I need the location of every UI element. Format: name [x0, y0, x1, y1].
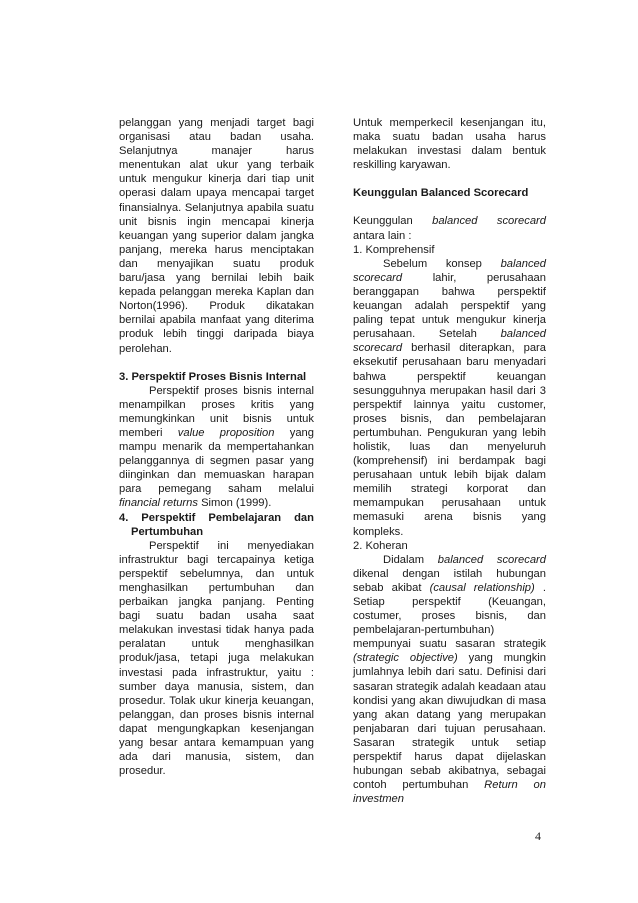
list-item: 1. Komprehensif: [353, 243, 435, 256]
section-heading-3: 3. Perspektif Proses Bisnis Internal: [119, 370, 307, 383]
section-title: Keunggulan Balanced Scorecard: [353, 187, 529, 200]
paragraph: Didalam balanced scorecard dikenal dengan istilah hubungan sebab akibat (causal relationship) . Setiap perspektif (Keuangan, costumer, proses bisnis, dan pembelajaran-pertumbuhan) mempunyai suatu sasaran strategik (strategic objective) yang mungkin jumlahnya lebih dari satu. Definisi dari sasaran strategik adalah keadaan atau kondisi yang akan diwujudkan di masa yang akan datang yang merupakan penjabaran dari tujuan perusahaan. Sasaran strategik untuk setiap perspektif harus dapat dijelaskan hubungan sebab akibatnya, sebagai contoh pertumbuhan Return on investmen: [353, 553, 547, 806]
paragraph: Untuk memperkecil kesenjangan itu, maka suatu badan usaha harus melakukan investasi dalam bentuk reskilling karyawan.: [353, 117, 546, 172]
paragraph: pelanggan yang menjadi target bagi organisasi atau badan usaha. Selanjutnya manajer harus menentukan alat ukur yang terbaik untuk mengukur kinerja dari tiap unit operasi dalam upaya mencapai target finansialnya. Selanjutnya apabila suatu unit bisnis ingin mencapai kinerja keuangan yang superior dalam jangka panjang, mereka harus menciptakan dan menyajikan suatu produk baru/jasa yang bernilai lebih baik kepada pelanggan mereka Kaplan dan Norton(1996). Produk dikatakan bernilai apabila manfaat yang diterima produk lebih tinggi daripada biaya perolehan.: [119, 117, 314, 355]
section-heading-4: 4. Perspektif Pembelajaran dan Pertumbuhan: [119, 511, 314, 538]
paragraph: Perspektif proses bisnis internal menampilkan proses kritis yang memungkinkan unit bisnis untuk memberi value proposition yang mampu menarik da mempertahankan pelanggannya di segmen pasar yang diinginkan dan memuaskan harapan para pemegang saham melalui financial returns Simon (1999).: [119, 384, 315, 510]
left-column: [119, 116, 314, 778]
paragraph: Keunggulan balanced scorecard antara lain :: [353, 215, 546, 242]
paragraph: Perspektif ini menyediakan infrastruktur bagi tercapainya ketiga perspektif sebelumnya, dan untuk menghasilkan pertumbuhan dan perbaikan jangka panjang. Penting bagi suatu badan usaha saat melakukan investasi tidak hanya pada peralatan untuk menghasilkan produk/jasa, tetapi juga melakukan investasi pada infrastruktur, yaitu : sumber daya manusia, sistem, dan prosedur. Tolak ukur kinerja keuangan, pelanggan, dan proses bisnis internal dapat mengungkapkan kesenjangan yang besar antara kemampuan yang ada dari manusia, sistem, dan prosedur.: [119, 539, 314, 778]
right-column: [353, 116, 546, 806]
page-number: 4: [535, 829, 541, 843]
list-item: 2. Koheran: [353, 539, 408, 552]
paragraph: Sebelum konsep balanced scorecard lahir, perusahaan beranggapan bahwa perspektif keuangan adalah perspektif yang paling tepat untuk mengukur kinerja perusahaan. Setelah balanced scorecard berhasil diterapkan, para eksekutif perusahaan baru menyadari bahwa perspektif keuangan sesungguhnya merupakan hasil dari 3 perspektif lainnya yaitu customer, proses bisnis, dan pembelajaran pertumbuhan. Pengukuran yang lebih holistik, luas dan menyeluruh (komprehensif) ini berdampak bagi perusahaan untuk lebih bijak dalam memilih strategi korporat dan memampukan perusahaan untuk memasuki arena bisnis yang kompleks.: [353, 257, 546, 538]
